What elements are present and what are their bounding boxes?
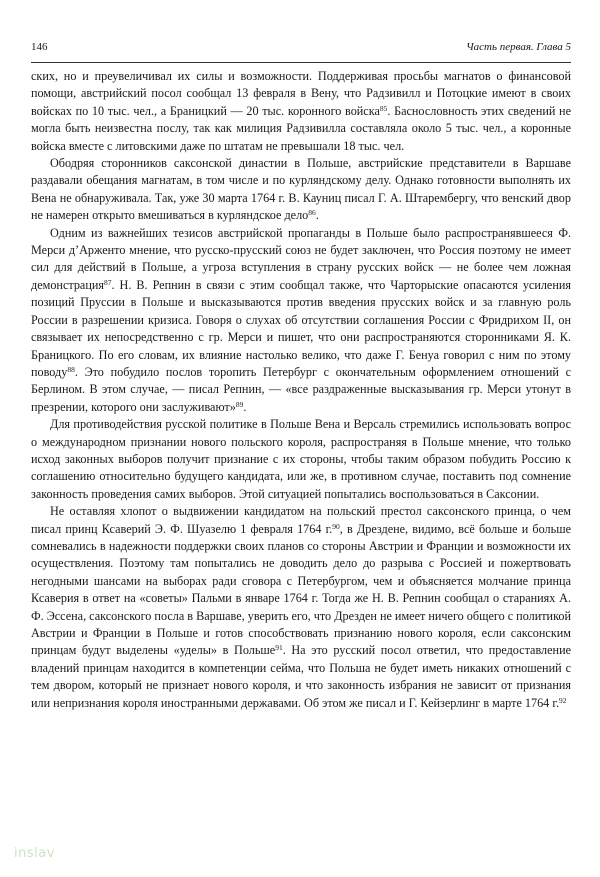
footnote-ref: 92 xyxy=(559,695,567,705)
body-text xyxy=(31,68,571,712)
paragraph-text: , в Дрездене, видимо, всё больше и больше сомневались в надежности поддержки своих планов со стороны Австрии и Франции и возможности их осуществления. Поэтому там попытались не доводить дело до разрыва с Россией и пожертвовать негодными шансами на выборах ради сговора с Петербургом, чем и объясняется молчание принца Ксаверия в ответ на «советы» Пальми в январе 1764 г. Тогда же Н. В. Репнин сообщал о стараниях А. Ф. Эссена, саксонского посла в Варшаве, уверить его, что Дрезден не имеет ничего общего с политикой Австрии и Франции в Польше и готов способствовать признанию нового короля, если саксонским принцам будут выделены «уделы» в Польше xyxy=(31,521,571,658)
footnote-ref: 90 xyxy=(332,521,340,531)
footnote-ref: 85 xyxy=(379,103,388,113)
footnote-ref: 88 xyxy=(67,364,75,374)
page-number: 146 xyxy=(31,41,48,53)
paragraph-text: . Баснословность этих сведений не могла быть неизвестна послу, так как милиция Радзивилла составляла около 5 тыс. чел., а коронные войска вместе с литовскими даже по штатам не превышали 18 тыс. чел. xyxy=(31,103,571,153)
paragraph xyxy=(31,225,571,416)
paragraph-text: . xyxy=(315,208,319,223)
paragraph xyxy=(31,155,571,225)
footnote-ref: 89 xyxy=(235,399,244,409)
paragraph-text: Не оставляя хлопот о выдвижении кандидатом на польский престол саксонского принца, о чем писал принц Ксаверий Э. Ф. Шуазелю 1 февраля 1764 г. xyxy=(31,504,571,536)
page-header xyxy=(31,41,571,57)
paragraph-text: . Это побудило послов торопить Петербург с окончательным оформлением отношений с Берлином. В этом случае, — писал Репнин, — «все раздраженные высказывания гр. Мерси утонут в презрении, которого они заслуживают» xyxy=(31,364,571,414)
paragraph xyxy=(31,416,571,503)
paragraph-text: ских, но и преувеличивал их силы и возможности. Поддерживая просьбы магнатов о финансовой помощи, австрийский посол сообщал 13 февраля в Вену, что Радзивилл и Потоцкие имеют в своих войсках по 10 тыс. чел., а Браницкий — 20 тыс. коронного войска xyxy=(31,69,571,118)
paragraph-text: Одним из важнейших тезисов австрийской пропаганды в Польше было распространявшееся Ф. Мерси д’Арженто мнение, что русско-прусский союз не будет заключен, что Россия поэтому не имеет сил для действий в Польше, а угроза вступления в страну русских войск — не более чем ложная демонстрация xyxy=(31,225,571,292)
paragraph xyxy=(31,503,571,712)
paragraph xyxy=(31,68,571,155)
paragraph-text: . xyxy=(243,399,247,414)
footnote-ref: 87 xyxy=(103,277,112,287)
running-title: Часть первая. Глава 5 xyxy=(466,41,571,53)
header-rule xyxy=(31,62,571,63)
paragraph-text: Ободряя сторонников саксонской династии в Польше, австрийские представители в Варшаве раздавали обещания магнатам, в том числе и по курляндскому делу. Однако готовности выполнять их Вена не обнаруживала. Так, уже 30 марта 1764 г. В. Кауниц писал Г. А. Штарембергу, что венский двор не намерен открыто вмешиваться в курляндское дело xyxy=(31,156,571,223)
footnote-ref: 91 xyxy=(275,643,283,653)
paragraph-text: Для противодействия русской политике в Польше Вена и Версаль стремились использовать вопрос о международном признании нового польского короля, распространяя в Польше мнение, что только исход законных выборов получит признание с их стороны, чтобы таким образом побудить Россию к соглашению относительно будущего кандидата, или же, в противном случае, поставить под сомнение законность проведения самих выборов. Этой ситуацией попытались воспользоваться в Саксонии. xyxy=(31,417,571,501)
watermark: inslav xyxy=(14,846,55,861)
paragraph-text: . Н. В. Репнин в связи с этим сообщал также, что Чарторыские опасаются усиления позиций Пруссии в Польше и высказываются против введения прусских войск и за главную роль России в разрешении кризиса. Говоря о слухах об отсутствии соглашения России с Фридрихом II, он связывает их непосредственно с гр. Мерси и пишет, что они распространяются сторонниками Я. К. Браницкого. По его словам, их влияние настолько велико, что даже Г. Бенуа говорил с ним по этому поводу xyxy=(31,277,571,379)
footnote-ref: 86 xyxy=(308,208,316,218)
paragraph-text: . На это русский посол ответил, что предоставление владений принцам находится в компетенции сейма, что Польша не будет иметь никаких отношений с тем двором, который не признает нового короля, и что законность избрания не зависит от признания или непризнания короля иностранными державами. Об этом же писал и Г. Кейзерлинг в марте 1764 г. xyxy=(31,643,572,710)
